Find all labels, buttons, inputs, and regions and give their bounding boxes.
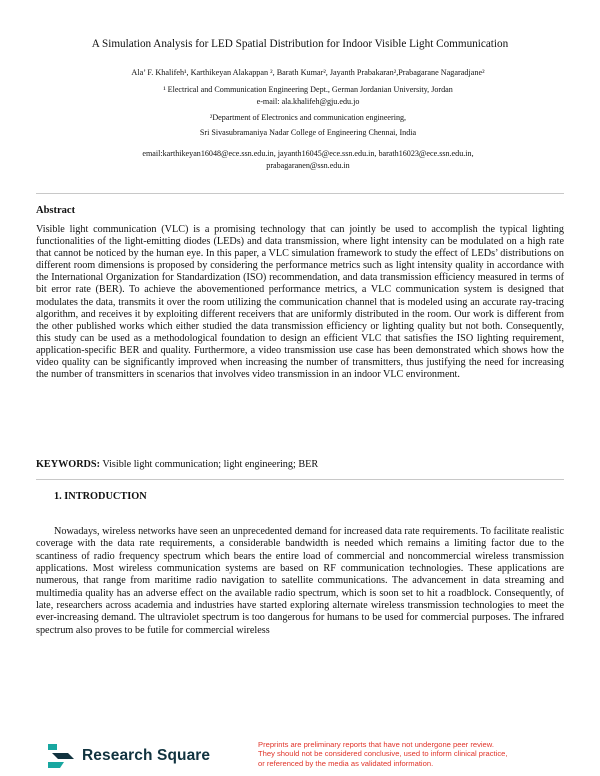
divider xyxy=(36,479,564,480)
preprint-notice-line: They should not be considered conclusive, used to inform clinical practice, xyxy=(258,749,508,759)
affiliation-1 xyxy=(30,84,586,107)
abstract-text: Visible light communication (VLC) is a promising technology that can jointly be used to accomplish the typical lighting functionalities of the light-emitting diodes (LEDs) and data transmission, where light intensity can be modulated on a high rate that cannot be noticed by the human eye. In this paper, a VLC simulation framework to study the effect of LEDs’ distributions on different room dimensions is proposed by considering the performance metrics such as light intensity quality in accordance with the International Organization for Standardization (ISO) recommendation, and data transmission efficiency measured in terms of bit error rate (BER). To achieve the abovementioned performance metrics, a VLC communication system is designed that modulates the data, transmits it over the room utilizing the communication channel that is modeled using an accurate ray-tracing algorithm, and receives it by exploiting different receivers that are uniformly distributed in the room. Our work is different from the other published works which either studied the data transmission efficiency or lighting quality but not both. Consequently, this study can be used as a methodological foundation to design an efficient VLC that satisfies the ISO lighting requirement, application-specific BER and quality. Furthermore, a video transmission use case has been demonstrated which shows how the video quality can be significantly improved when increasing the number of transmitters, thus justifying the need for increasing the number of transmitters in scenarios that involves video transmission in an indoor VLC environment. xyxy=(36,224,564,381)
keywords-label: KEYWORDS: xyxy=(36,459,100,470)
research-square-logo[interactable] xyxy=(48,744,210,768)
author-emails xyxy=(30,148,586,171)
abstract-heading: Abstract xyxy=(36,205,76,216)
keywords-text: Visible light communication; light engineering; BER xyxy=(99,459,319,470)
keywords xyxy=(36,459,564,470)
section-heading: 1. INTRODUCTION xyxy=(54,491,147,502)
preprint-notice xyxy=(258,740,578,768)
preprint-notice-line: Preprints are preliminary reports that have not undergone peer review. xyxy=(258,740,494,749)
author-list: Ala’ F. Khalifeh¹, Karthikeyan Alakappan ², Barath Kumar², Jayanth Prabakaran²,Prabagarane Nagaradjane² xyxy=(131,68,485,77)
author-emails-line: email:karthikeyan16048@ece.ssn.edu.in, jayanth16045@ece.ssn.edu.in, barath16023@ece.ssn.edu.in, xyxy=(142,149,474,158)
preprint-notice-line: or referenced by the media as validated information. xyxy=(258,758,434,768)
affiliation-2 xyxy=(30,112,586,141)
affiliation-1-line: ¹ Electrical and Communication Engineering Dept., German Jordanian University, Jordan xyxy=(163,85,453,94)
paper-title: A Simulation Analysis for LED Spatial Distribution for Indoor Visible Light Communication xyxy=(91,38,509,50)
research-square-logo-icon xyxy=(48,744,74,768)
affiliation-1-email: e-mail: ala.khalifeh@gju.edu.jo xyxy=(256,96,360,106)
brand-name: Research Square xyxy=(82,747,211,764)
affiliation-2-dept: ²Department of Electronics and communication engineering, xyxy=(209,113,407,122)
introduction-text: Nowadays, wireless networks have seen an unprecedented demand for increased data rate requirements. To facilitate realistic coverage with the data rate requirements, a considerable bandwidth is needed which remains a limiting factor due to the scantiness of radio frequency spectrum which bears the entire load of commercial and noncommercial wireless transmission applications. Most wireless communication systems are based on RF communication technologies. These applications are numerous, that range from maritime radio navigation to satellite communications. The advancement in data streaming and multimedia quality has an adverse effect on the available radio spectrum, which is soon set to hit a roadblock. Consequently, of late, researchers across academia and industries have started exploring alternate wireless transmission technologies to meet the ever-increasing demand. The ultraviolet spectrum is too dangerous for humans to be used for commercial purposes. The infrared spectrum also proves to be futile for commercial wireless xyxy=(36,526,564,636)
divider xyxy=(36,193,564,194)
author-emails-line: prabagaranen@ssn.edu.in xyxy=(266,160,350,170)
affiliation-2-college: Sri Sivasubramaniya Nadar College of Engineering Chennai, India xyxy=(199,127,417,137)
